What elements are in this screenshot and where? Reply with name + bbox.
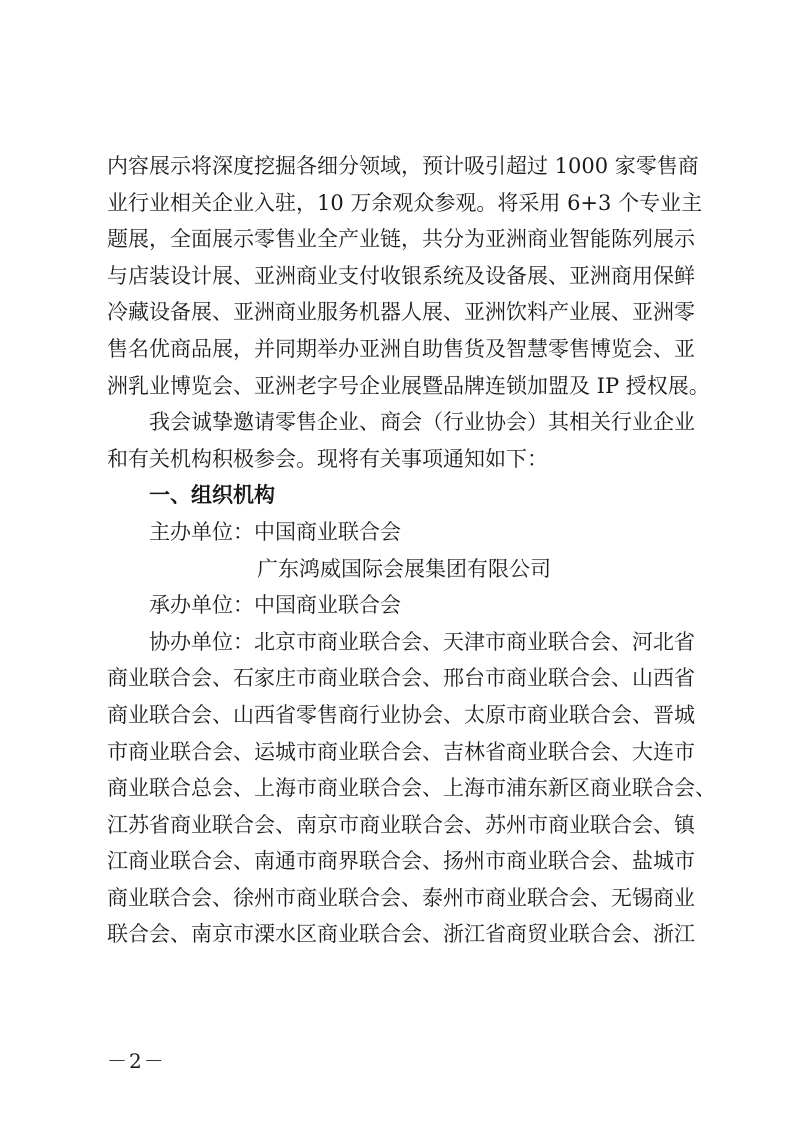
assist-line: 商业联合总会、上海市商业联合会、上海市浦东新区商业联合会、 [107, 776, 716, 801]
invite-line: 和有关机构积极参会。现将有关事项通知如下： [107, 446, 548, 471]
undertaker-line: 承办单位：中国商业联合会 [149, 593, 401, 618]
assist-line: 商业联合会、徐州市商业联合会、泰州市商业联合会、无锡商业 [107, 885, 695, 910]
intro-line: 售名优商品展，并同期举办亚洲自助售货及智慧零售博览会、亚 [107, 336, 695, 361]
host-line: 主办单位：中国商业联合会 [149, 519, 401, 544]
intro-line: 与店装设计展、亚洲商业支付收银系统及设备展、亚洲商用保鲜 [107, 263, 695, 288]
section-heading: 一、组织机构 [149, 483, 275, 508]
intro-line: 内容展示将深度挖掘各细分领域，预计吸引超过 1000 家零售商 [107, 154, 699, 178]
intro-line: 冷藏设备展、亚洲商业服务机器人展、亚洲饮料产业展、亚洲零 [107, 300, 695, 325]
assist-line: 江苏省商业联合会、南京市商业联合会、苏州市商业联合会、镇 [107, 812, 695, 837]
page-number: －2－ [107, 1049, 166, 1073]
assist-line: 商业联合会、石家庄市商业联合会、邢台市商业联合会、山西省 [107, 666, 695, 691]
assist-line: 商业联合会、山西省零售商行业协会、太原市商业联合会、晋城 [107, 702, 695, 727]
host-second-line: 广东鸿威国际会展集团有限公司 [257, 556, 551, 581]
body-text [107, 148, 716, 953]
intro-line: 业行业相关企业入驻，10 万余观众参观。将采用 6+3 个专业主 [107, 190, 703, 215]
assist-line: 市商业联合会、运城市商业联合会、吉林省商业联合会、大连市 [107, 739, 695, 764]
invite-line: 我会诚挚邀请零售企业、商会（行业协会）其相关行业企业 [149, 410, 695, 435]
intro-line: 题展，全面展示零售业全产业链，共分为亚洲商业智能陈列展示 [107, 227, 695, 252]
assist-line: 联合会、南京市溧水区商业联合会、浙江省商贸业联合会、浙江 [107, 922, 695, 947]
assist-line: 江商业联合会、南通市商界联合会、扬州市商业联合会、盐城市 [107, 849, 695, 874]
assist-line: 协办单位：北京市商业联合会、天津市商业联合会、河北省 [149, 629, 695, 654]
intro-line: 洲乳业博览会、亚洲老字号企业展暨品牌连锁加盟及 IP 授权展。 [107, 373, 710, 398]
